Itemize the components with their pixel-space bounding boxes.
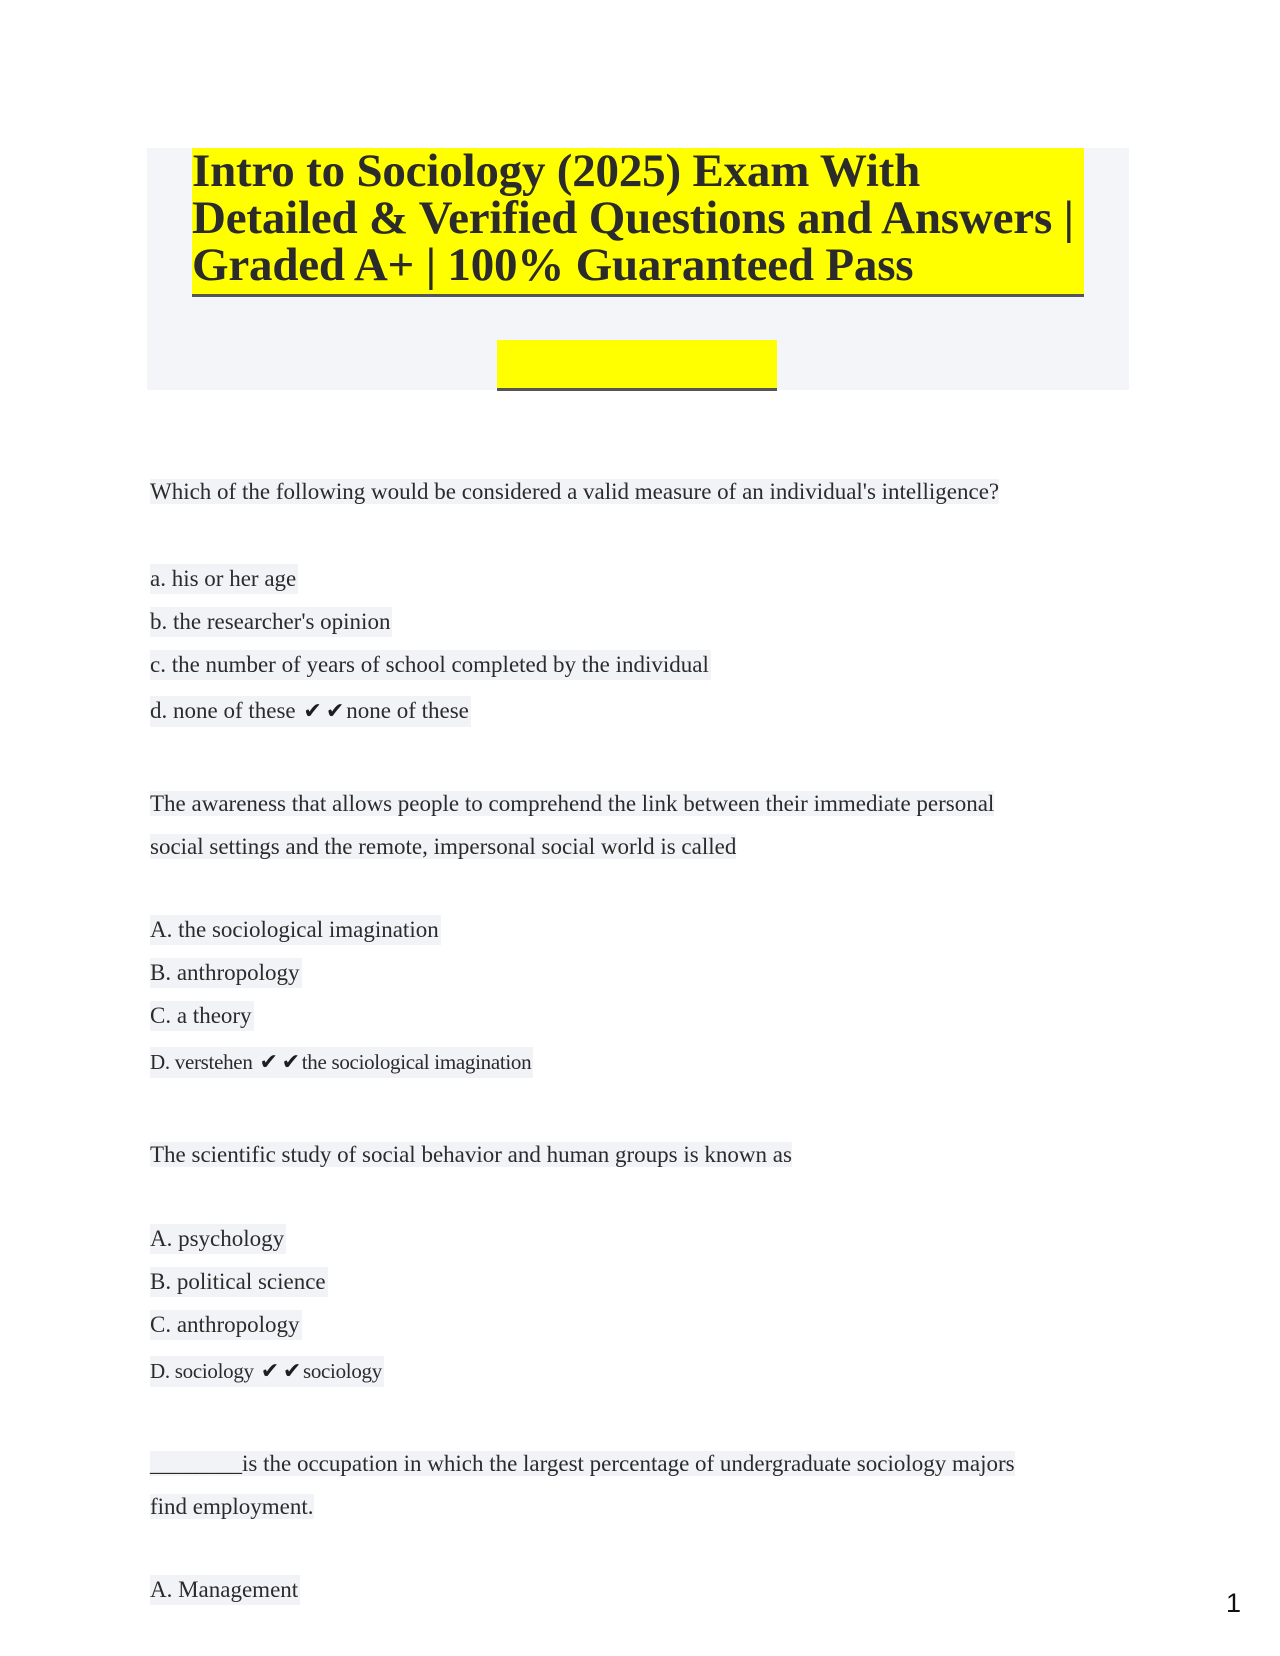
question-prompt-text: Which of the following would be considered a valid measure of an individual's intelligence?: [150, 479, 1000, 504]
question-2-option-b: B. anthropology: [150, 958, 302, 988]
checkmark-icon: ✔: [282, 1359, 301, 1384]
question-1-option-d: [150, 696, 471, 727]
question-3-option-c: C. anthropology: [150, 1310, 302, 1340]
title-highlight-tab: [497, 340, 777, 391]
question-3-option-a: A. psychology: [150, 1224, 286, 1254]
checkmark-icon: ✔: [259, 1050, 278, 1075]
question-2-prompt: [150, 782, 994, 868]
question-1-option-b: b. the researcher's opinion: [150, 607, 392, 637]
checkmark-icon: ✔: [303, 699, 322, 724]
option-label: d. none of these: [150, 698, 296, 723]
document-title: Intro to Sociology (2025) Exam With Detailed & Verified Questions and Answers | Graded A+ | 100% Guaranteed Pass: [192, 148, 1084, 297]
page-number: 1: [1226, 1588, 1242, 1618]
title-block: [147, 145, 1129, 390]
question-1-option-a: a. his or her age: [150, 564, 298, 594]
question-3-option-d: [150, 1356, 384, 1387]
answer-text: the sociological imagination: [301, 1050, 532, 1074]
checkmark-icon: ✔: [281, 1050, 300, 1075]
question-4-option-a: A. Management: [150, 1575, 300, 1605]
option-label: D. verstehen: [150, 1050, 253, 1074]
question-prompt-line: The awareness that allows people to comprehend the link between their immediate personal: [150, 791, 995, 816]
answer-text: sociology: [302, 1359, 382, 1383]
question-prompt-line: social settings and the remote, impersonal social world is called: [150, 834, 737, 859]
question-2-option-c: C. a theory: [150, 1001, 254, 1031]
question-1-option-c: c. the number of years of school completed by the individual: [150, 650, 711, 680]
question-3-prompt: [150, 1133, 792, 1176]
question-2-option-d: [150, 1047, 533, 1078]
option-label: D. sociology: [150, 1359, 254, 1383]
checkmark-icon: ✔: [325, 699, 345, 724]
question-1-prompt: [150, 470, 999, 513]
question-prompt-line: ________is the occupation in which the largest percentage of undergraduate sociology majors: [150, 1451, 1015, 1476]
question-prompt-line: find employment.: [150, 1494, 314, 1519]
answer-text: none of these: [346, 698, 469, 723]
question-3-option-b: B. political science: [150, 1267, 328, 1297]
question-4-prompt: [150, 1442, 1015, 1528]
checkmark-icon: ✔: [260, 1359, 279, 1384]
question-prompt-text: The scientific study of social behavior and human groups is known as: [150, 1142, 792, 1167]
question-2-option-a: A. the sociological imagination: [150, 915, 441, 945]
